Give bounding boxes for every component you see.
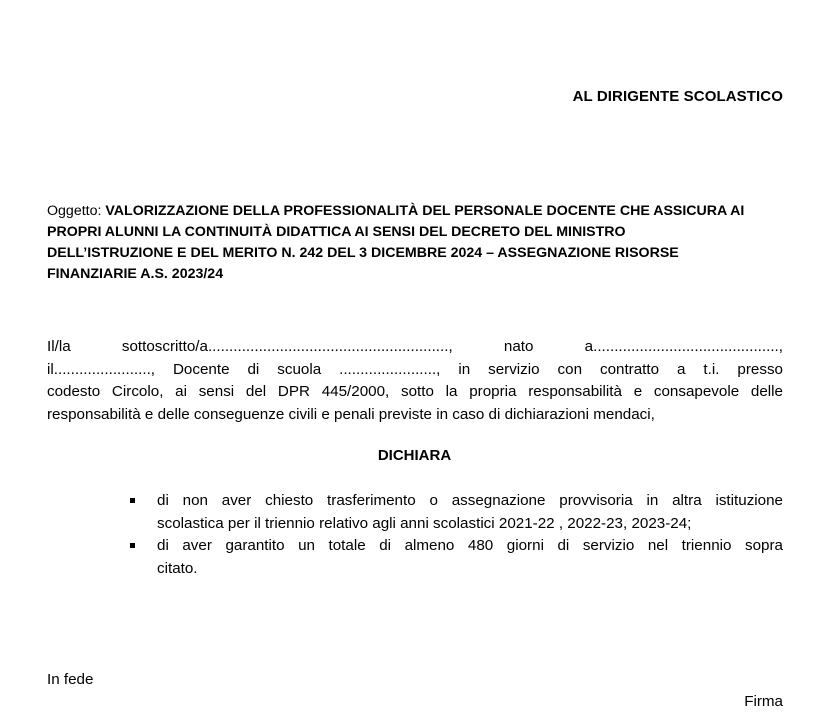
signature-label: Firma: [744, 693, 783, 710]
list-item-line: di non aver chiesto trasferimento o assegnazione provvisoria in altra istituzione: [157, 492, 783, 509]
declaration-paragraph: [47, 336, 783, 427]
declares-heading: DICHIARA: [377, 447, 452, 464]
subject-label: Oggetto:: [47, 203, 106, 219]
subject-line: FINANZIARIE A.S. 2023/24: [47, 266, 224, 282]
bullet-icon: [130, 543, 135, 548]
declaration-list: [128, 490, 783, 581]
paragraph-line: il......................., Docente di scuola ......................., in servizio con contratto a t.i. presso: [47, 360, 783, 378]
subject-line: DELL’ISTRUZIONE E DEL MERITO N. 242 DEL 3 DICEMBRE 2024 – ASSEGNAZIONE RISORSE: [47, 245, 679, 261]
subject-line: PROPRI ALUNNI LA CONTINUITÀ DIDATTICA AI SENSI DEL DECRETO DEL MINISTRO: [47, 224, 626, 240]
paragraph-line: Il/la sottoscritto/a........................................................., nato a............................................,: [47, 338, 783, 355]
list-item-line: scolastica per il triennio relativo agli anni scolastici 2021-22 , 2022-23, 2023-24;: [157, 514, 692, 532]
list-item: [128, 490, 783, 535]
subject-block: [47, 201, 787, 285]
list-item-line: di aver garantito un totale di almeno 480 giorni di servizio nel triennio sopra: [157, 537, 783, 555]
paragraph-line: responsabilità e delle conseguenze civili e penali previste in caso di dichiarazioni mendaci,: [47, 406, 655, 424]
paragraph-line: codesto Circolo, ai sensi del DPR 445/2000, sotto la propria responsabilità e consapevole delle: [47, 383, 783, 401]
closing-text: In fede: [47, 671, 94, 688]
list-item: [128, 535, 783, 580]
list-item-line: citato.: [157, 560, 198, 578]
bullet-icon: [130, 498, 135, 503]
recipient-heading: AL DIRIGENTE SCOLASTICO: [572, 88, 783, 105]
subject-line: VALORIZZAZIONE DELLA PROFESSIONALITÀ DEL PERSONALE DOCENTE CHE ASSICURA AI: [105, 203, 745, 219]
